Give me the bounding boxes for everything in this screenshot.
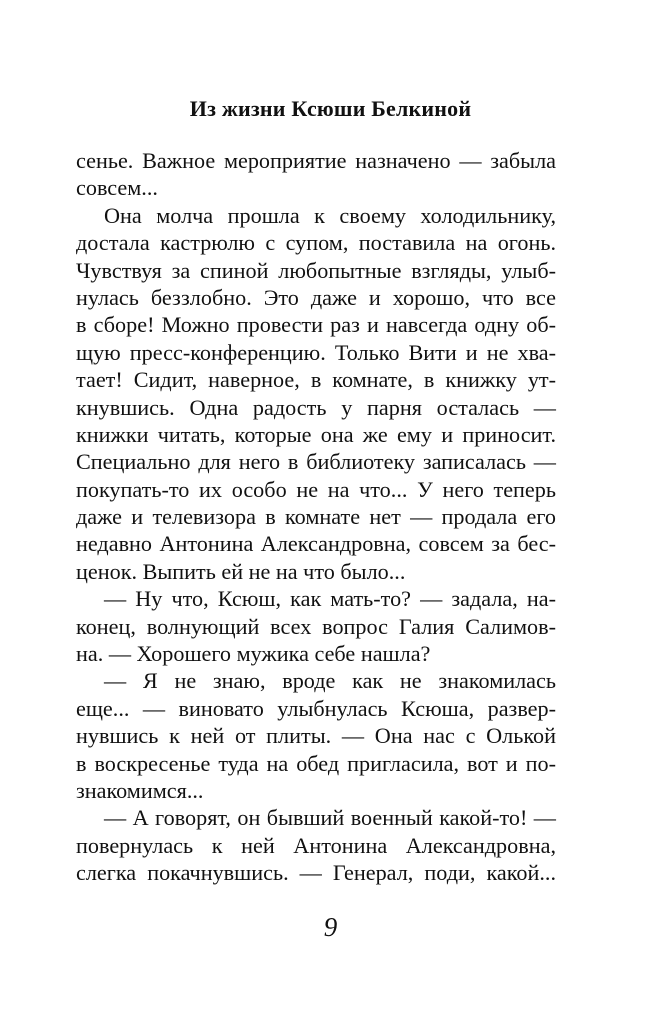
text-line: на. — Хорошего мужика себе нашла? — [76, 641, 431, 667]
text-line: Специально для него в библиотеку записалась — — [76, 449, 556, 475]
running-head: Из жизни Ксюши Белкиной — [189, 96, 472, 121]
text-line: книжки читать, которые она же ему и приносит. — [76, 421, 556, 447]
text-line: недавно Антонина Александровна, совсем за бес- — [76, 531, 556, 557]
text-line: повернулась к ней Антонина Александровна, — [76, 832, 556, 858]
text-line: слегка покачнувшись. — Генерал, поди, какой... — [76, 860, 556, 886]
text-line: в сборе! Можно провести раз и навсегда одну об- — [76, 312, 556, 338]
text-line: — Я не знаю, вроде как не знакомилась — [104, 668, 556, 694]
text-line: Чувствуя за спиной любопытные взгляды, улыб- — [76, 257, 556, 283]
text-line: совсем... — [76, 175, 158, 201]
text-line: конец, волнующий всех вопрос Галия Салимов- — [76, 613, 556, 639]
page-number: 9 — [323, 912, 338, 942]
text-line: тает! Сидит, наверное, в комнате, в книжку ут- — [76, 367, 556, 393]
text-line: ценок. Выпить ей не на что было... — [76, 558, 406, 584]
text-line: еще... — виновато улыбнулась Ксюша, развер- — [76, 695, 556, 721]
text-line: в воскресенье туда на обед пригласила, вот и по- — [76, 750, 556, 776]
text-line: — Ну что, Ксюш, как мать-то? — задала, на- — [104, 586, 556, 612]
text-line: щую пресс-конференцию. Только Вити и не хва- — [76, 339, 556, 365]
body-text — [76, 147, 556, 887]
text-line: покупать-то их особо не на что... У него теперь — [76, 476, 556, 502]
text-line: — А говорят, он бывший военный какой-то! — — [104, 805, 556, 831]
text-line: нулась беззлобно. Это даже и хорошо, что все — [76, 284, 556, 310]
text-line: даже и телевизора в комнате нет — продала его — [76, 504, 556, 530]
text-line: знакомимся... — [76, 777, 204, 803]
text-line: достала кастрюлю с супом, поставила на огонь. — [76, 230, 556, 256]
text-line: сенье. Важное мероприятие назначено — забыла — [76, 148, 556, 173]
text-line: Она молча прошла к своему холодильнику, — [104, 202, 556, 228]
text-line: кнувшись. Одна радость у парня осталась — — [76, 394, 556, 420]
text-line: нувшись к ней от плиты. — Она нас с Олькой — [76, 723, 556, 749]
